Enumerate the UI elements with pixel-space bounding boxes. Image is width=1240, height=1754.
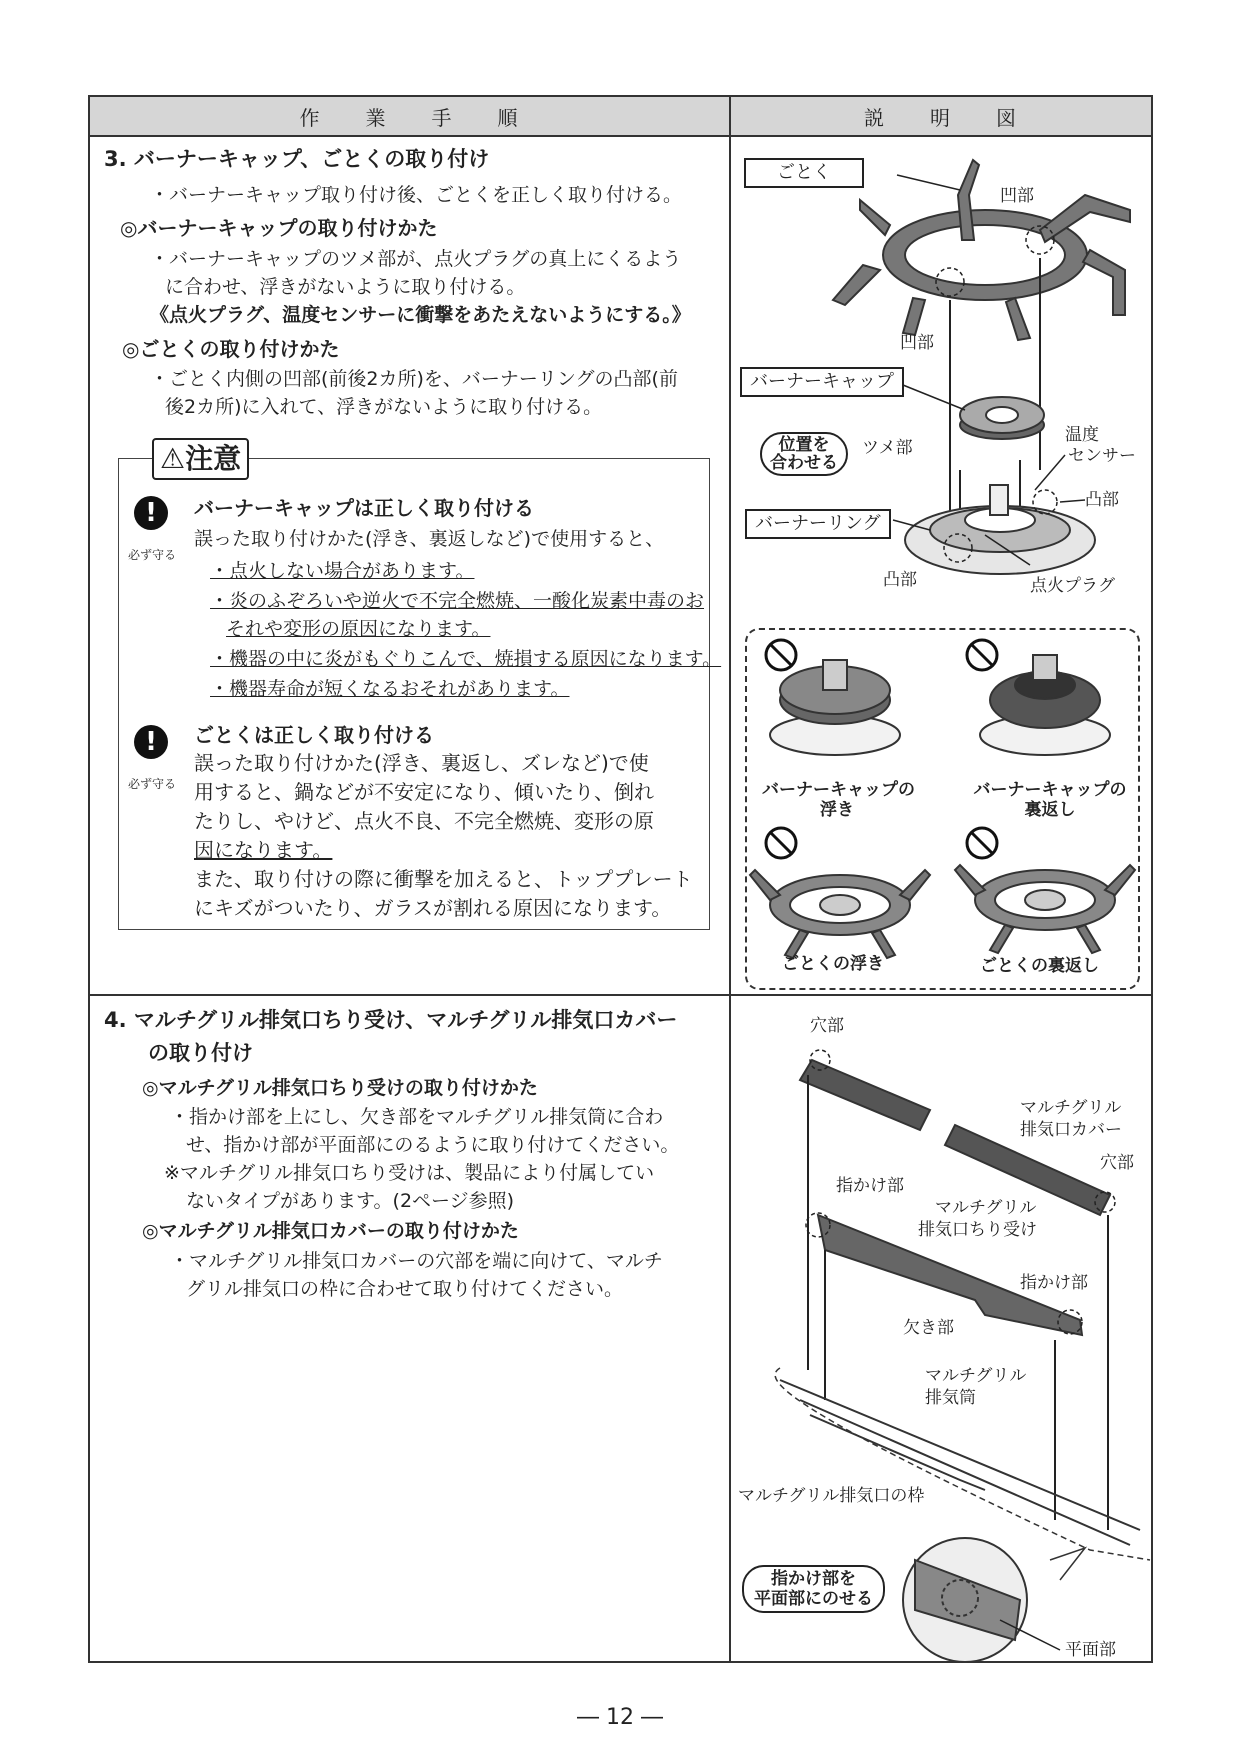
- cap-line1: ・バーナーキャップのツメ部が、点火プラグの真上にくるよう: [150, 248, 682, 270]
- caution-item1-bullet3: ・機器の中に炎がもぐりこんで、焼損する原因になります。: [210, 648, 722, 670]
- caution-item2-line4: 因になります。: [194, 838, 333, 862]
- label-ignition-plug: 点火プラグ: [1030, 576, 1115, 596]
- zoom-inset: [903, 1538, 1027, 1662]
- section4-title-1: 4. マルチグリル排気口ちり受け、マルチグリル排気口カバー: [104, 1008, 678, 1032]
- caution-item2-line2: 用すると、鍋などが不安定になり、傾いたり、倒れ: [194, 780, 654, 804]
- section3-intro: ・バーナーキャップ取り付け後、ごとくを正しく取り付ける。: [150, 184, 683, 206]
- gotoku-line2: 後2カ所)に入れて、浮きがないように取り付ける。: [165, 396, 603, 418]
- label-gotoku-flip: ごとくの裏返し: [980, 956, 1099, 976]
- label-cover-2: 排気口カバー: [1020, 1120, 1122, 1140]
- caution-item2-line1: 誤った取り付けかた(浮き、裏返し、ズレなど)で使: [194, 751, 649, 775]
- gotoku-illustration: [833, 160, 1130, 340]
- label-recess-top: 凹部: [1000, 186, 1034, 206]
- section4-h2-line2: グリル排気口の枠に合わせて取り付けてください。: [186, 1278, 624, 1300]
- mandatory-icon: !: [134, 496, 168, 530]
- caution-item1-bullet1: ・点火しない場合があります。: [210, 560, 475, 582]
- cap-heading: ◎バーナーキャップの取り付けかた: [120, 216, 438, 240]
- section4-heading2: ◎マルチグリル排気口カバーの取り付けかた: [142, 1220, 519, 1242]
- burner-cap-illustration: [960, 397, 1044, 439]
- label-temp-1: 温度: [1065, 425, 1099, 445]
- caution-item1-bullet2a: ・炎のふぞろいや逆火で不完全燃焼、一酸化炭素中毒のお: [210, 590, 705, 612]
- caution-item2-title: ごとくは正しく取り付ける: [194, 723, 434, 747]
- header-procedure: 作 業 手 順: [90, 97, 729, 137]
- label-finger-right: 指かけ部: [1020, 1273, 1088, 1293]
- caution-title: ⚠注意: [152, 438, 249, 480]
- section4-h1-line2: せ、指かけ部が平面部にのるように取り付けてください。: [186, 1134, 680, 1156]
- label-burner-cap: バーナーキャップ: [740, 367, 904, 397]
- section3-title: 3. バーナーキャップ、ごとくの取り付け: [104, 147, 490, 171]
- mandatory-icon: !: [134, 725, 168, 759]
- header-illustration: 説 明 図: [731, 97, 1151, 137]
- label-cap-flip: バーナーキャップの 裏返し: [973, 780, 1127, 820]
- section4-h2-line1: ・マルチグリル排気口カバーの穴部を端に向けて、マルチ: [170, 1250, 663, 1272]
- caution-item1-bullet2b: それや変形の原因になります。: [226, 618, 491, 640]
- label-notch: 欠き部: [903, 1318, 954, 1338]
- label-gotoku-float: ごとくの浮き: [782, 954, 884, 974]
- label-flat: 平面部: [1065, 1640, 1116, 1660]
- label-convex-left: 凸部: [883, 570, 917, 590]
- cap-warning: 《点火プラグ、温度センサーに衝撃をあたえないようにする。》: [150, 304, 691, 326]
- label-duct-1: マルチグリル: [925, 1366, 1027, 1386]
- mandatory-label: 必ず守る: [128, 548, 177, 562]
- caution-item2-line6: にキズがついたり、ガラスが割れる原因になります。: [194, 896, 672, 920]
- section4-title-2: の取り付け: [148, 1041, 253, 1065]
- section4-h1-line4: ないタイプがあります。(2ページ参照): [186, 1190, 515, 1212]
- page-number: ― 12 ―: [577, 1705, 663, 1730]
- label-align: 位置を 合わせる: [760, 432, 848, 476]
- burner-ring-illustration: [905, 485, 1095, 574]
- label-tray-1: マルチグリル: [935, 1198, 1037, 1218]
- label-hole-right: 穴部: [1100, 1153, 1134, 1173]
- label-convex-right: 凸部: [1085, 490, 1119, 510]
- label-temp-2: センサー: [1068, 446, 1136, 466]
- cap-line2: に合わせ、浮きがないように取り付ける。: [165, 276, 526, 298]
- mandatory-label: 必ず守る: [128, 777, 177, 791]
- section4-heading1: ◎マルチグリル排気口ちり受けの取り付けかた: [142, 1077, 538, 1099]
- caution-item2-line5: また、取り付けの際に衝撃を加えると、トッププレート: [194, 867, 693, 891]
- label-finger-left: 指かけ部: [836, 1176, 904, 1196]
- section4-h1-line3: ※マルチグリル排気口ちり受けは、製品により付属してい: [164, 1162, 655, 1184]
- label-claw: ツメ部: [862, 438, 913, 458]
- caution-item2-line3: たりし、やけど、点火不良、不完全燃焼、変形の原: [194, 809, 654, 833]
- label-recess-bottom: 凹部: [900, 333, 934, 353]
- label-duct-2: 排気筒: [925, 1388, 976, 1408]
- caution-item1-bullet4: ・機器寿命が短くなるおそれがあります。: [210, 678, 570, 700]
- gotoku-line1: ・ごとく内側の凹部(前後2カ所)を、バーナーリングの凸部(前: [150, 368, 678, 390]
- label-tray-2: 排気口ちり受け: [918, 1220, 1037, 1240]
- label-hole-top: 穴部: [810, 1016, 844, 1036]
- label-cap-float: バーナーキャップの 浮き: [762, 780, 915, 820]
- label-burner-ring: バーナーリング: [745, 509, 891, 539]
- label-cover-1: マルチグリル: [1020, 1098, 1122, 1118]
- caution-item1-title: バーナーキャップは正しく取り付ける: [194, 496, 534, 520]
- label-frame: マルチグリル排気口の枠: [738, 1486, 925, 1506]
- section4-h1-line1: ・指かけ部を上にし、欠き部をマルチグリル排気筒に合わ: [170, 1106, 664, 1128]
- label-place: 指かけ部を 平面部にのせる: [742, 1565, 885, 1613]
- caution-item1-lead: 誤った取り付けかた(浮き、裏返しなど)で使用すると、: [194, 528, 665, 550]
- gotoku-heading: ◎ごとくの取り付けかた: [122, 337, 340, 361]
- label-gotoku: ごとく: [744, 158, 864, 188]
